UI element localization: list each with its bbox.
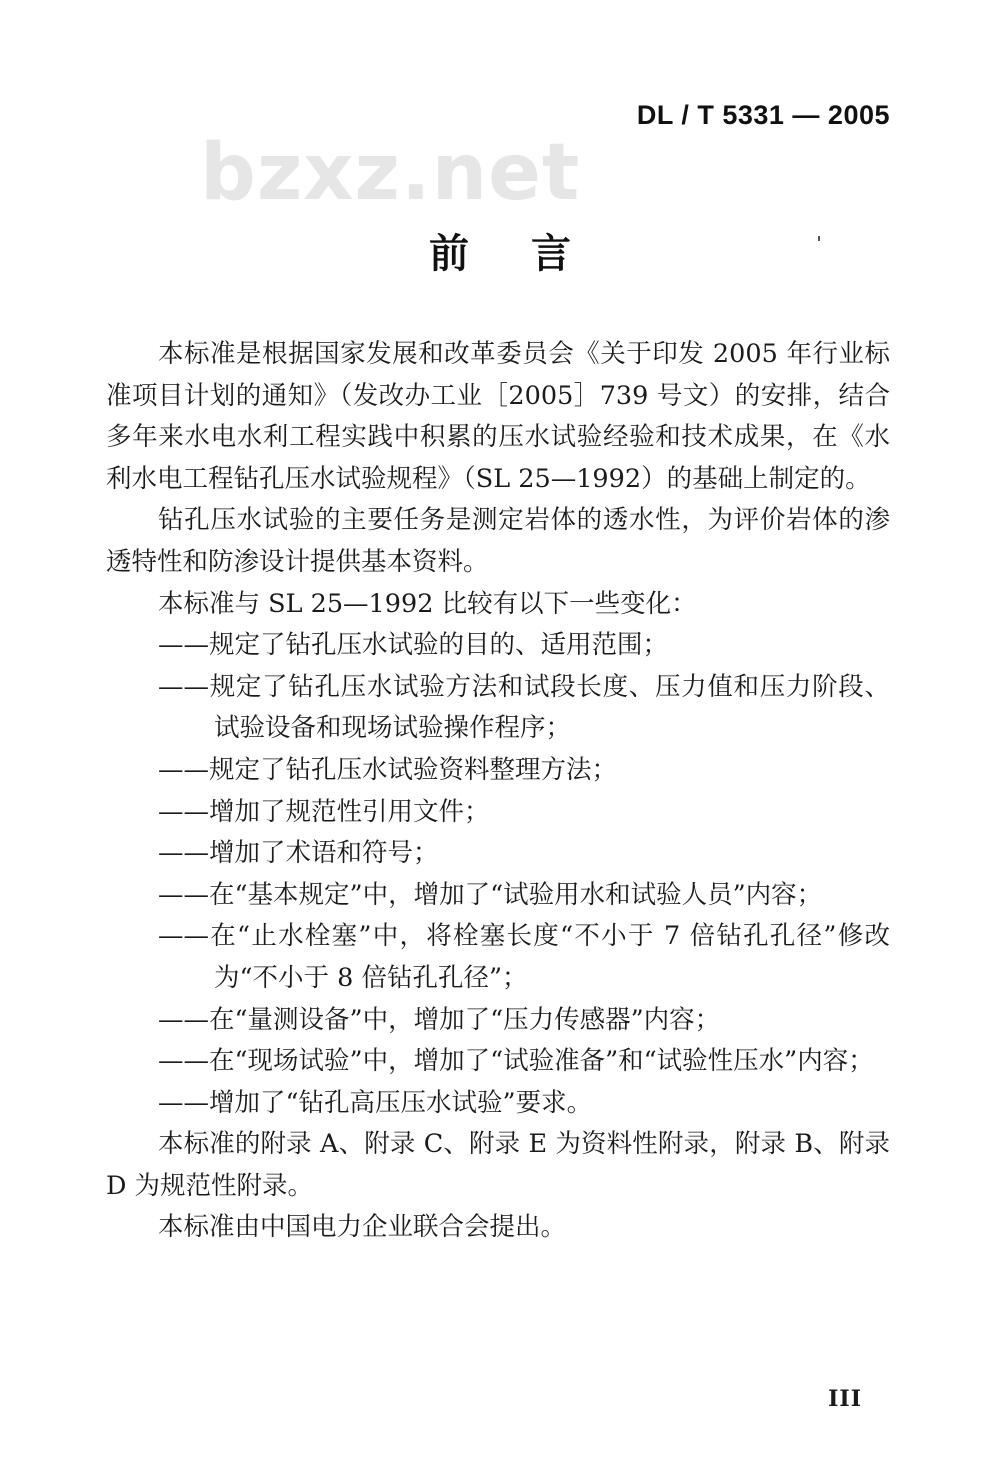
paragraph-proposer: 本标准由中国电力企业联合会提出。 bbox=[158, 1212, 567, 1243]
change-item: ——在“止水栓塞”中，将栓塞长度“不小于 7 倍钻孔孔径”修改为“不小于 8 倍钻孔孔径”； bbox=[158, 921, 890, 993]
standard-number: DL / T 5331 — 2005 bbox=[636, 100, 890, 130]
paragraph-purpose: 钻孔压水试验的主要任务是测定岩体的透水性，为评价岩体的渗透特性和防渗设计提供基本资料。 bbox=[106, 505, 890, 577]
watermark: bzxz.net bbox=[200, 128, 581, 218]
change-item: ——在“量测设备”中，增加了“压力传感器”内容； bbox=[158, 1004, 721, 1035]
page-number: III bbox=[828, 1386, 862, 1412]
change-item: ——在“基本规定”中，增加了“试验用水和试验人员”内容； bbox=[158, 879, 823, 910]
body-text bbox=[106, 334, 890, 1249]
scan-speck bbox=[818, 236, 820, 241]
change-item: ——在“现场试验”中，增加了“试验准备”和“试验性压水”内容； bbox=[158, 1046, 874, 1077]
paragraph-appendices: 本标准的附录 A、附录 C、附录 E 为资料性附录，附录 B、附录 D 为规范性附录。 bbox=[106, 1129, 890, 1201]
change-item: ——增加了规范性引用文件； bbox=[158, 796, 490, 827]
change-item: ——增加了术语和符号； bbox=[158, 838, 439, 869]
paragraph-changes-intro: 本标准与 SL 25—1992 比较有以下一些变化： bbox=[158, 588, 697, 619]
change-item: ——规定了钻孔压水试验资料整理方法； bbox=[158, 754, 618, 785]
change-item: ——规定了钻孔压水试验方法和试段长度、压力值和压力阶段、试验设备和现场试验操作程序； bbox=[158, 671, 890, 744]
change-item: ——规定了钻孔压水试验的目的、适用范围； bbox=[158, 630, 669, 661]
change-item: ——增加了“钻孔高压压水试验”要求。 bbox=[158, 1087, 593, 1118]
page-title: 前言 bbox=[429, 231, 633, 277]
paragraph-basis: 本标准是根据国家发展和改革委员会《关于印发 2005 年行业标准项目计划的通知》（发改办工业［2005］739 号文）的安排，结合多年来水电水利工程实践中积累的压水试验经验和技术成果，在《水利水电工程钻孔压水试验规程》（SL 25—1992）的基础上制定的。 bbox=[106, 339, 890, 494]
